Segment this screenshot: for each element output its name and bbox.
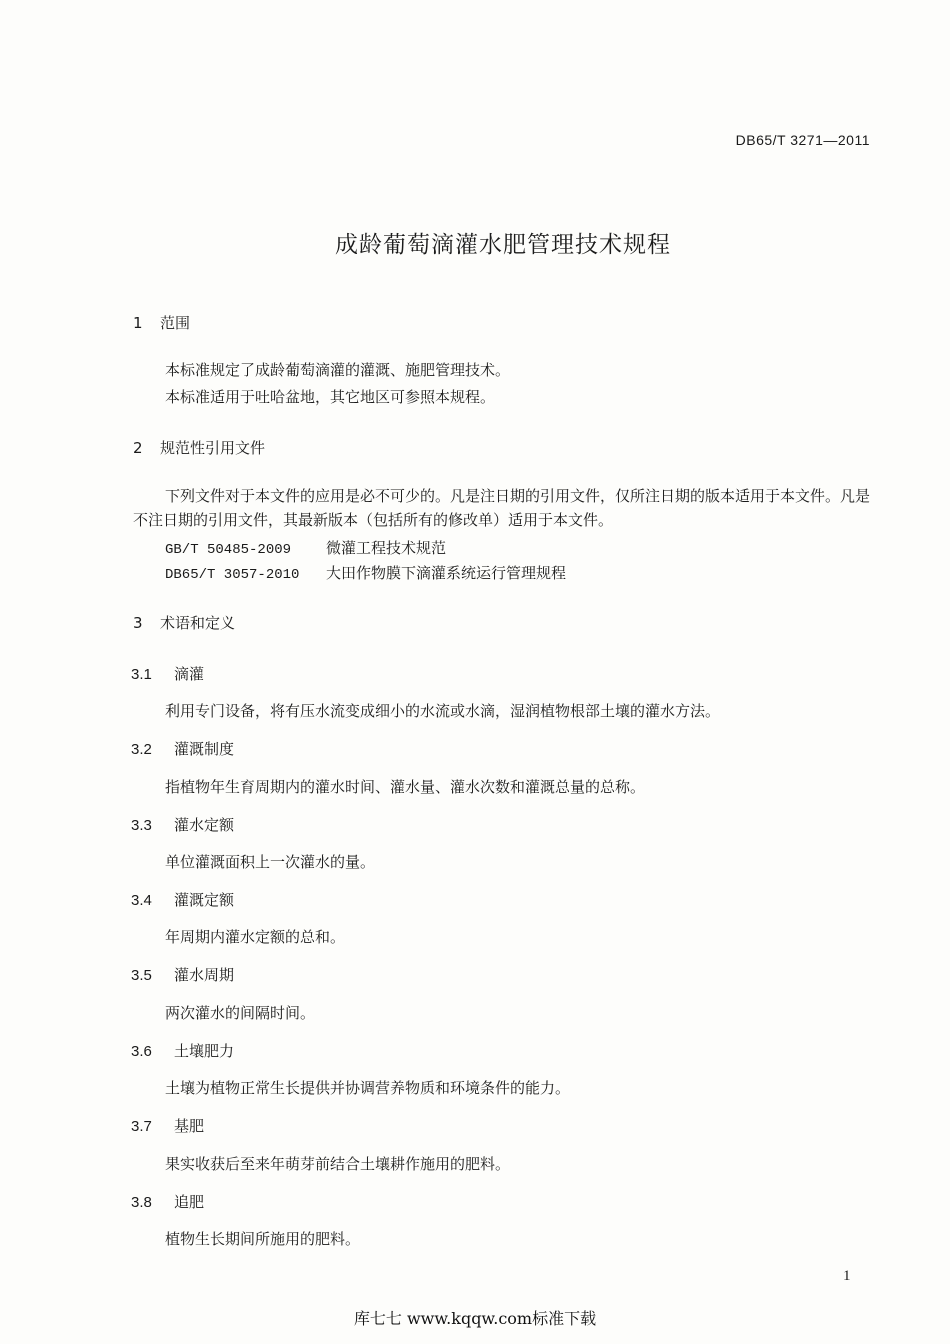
term-number: 3.5	[131, 967, 152, 984]
reference-name: 微灌工程技术规范	[326, 539, 447, 557]
term-number: 3.3	[131, 817, 152, 834]
page-number: 1	[843, 1268, 851, 1284]
document-title: 成龄葡萄滴灌水肥管理技术规程	[335, 232, 671, 258]
term-definition: 果实收获后至来年萌芽前结合土壤耕作施用的肥料。	[165, 1155, 511, 1173]
term-heading	[131, 1040, 234, 1061]
section-number: 2	[133, 439, 143, 457]
term-number: 3.4	[131, 892, 152, 909]
term-definition: 植物生长期间所施用的肥料。	[165, 1230, 361, 1248]
section-1-para-1: 本标准规定了成龄葡萄滴灌的灌溉、施肥管理技术。	[165, 361, 511, 379]
term-definition: 年周期内灌水定额的总和。	[165, 928, 346, 946]
term-name: 基肥	[174, 1117, 205, 1135]
section-title: 范围	[160, 314, 191, 332]
term-heading	[131, 1115, 204, 1136]
term-definition: 土壤为植物正常生长提供并协调营养物质和环境条件的能力。	[165, 1079, 571, 1097]
term-name: 灌水定额	[174, 816, 235, 834]
term-number: 3.1	[131, 666, 152, 683]
term-heading	[131, 889, 234, 910]
term-heading	[131, 964, 234, 985]
section-title: 术语和定义	[160, 614, 236, 632]
term-heading	[131, 1191, 204, 1212]
reference-name: 大田作物膜下滴灌系统运行管理规程	[326, 564, 567, 582]
section-number: 1	[133, 314, 143, 332]
term-number: 3.8	[131, 1194, 152, 1211]
term-definition: 利用专门设备，将有压水流变成细小的水流或水滴，湿润植物根部土壤的灌水方法。	[165, 702, 721, 720]
section-2-heading	[133, 437, 265, 458]
reference-row	[165, 537, 446, 558]
term-number: 3.6	[131, 1043, 152, 1060]
reference-code: GB/T 50485-2009	[165, 542, 292, 558]
section-3-heading	[133, 612, 235, 633]
term-definition: 两次灌水的间隔时间。	[165, 1004, 316, 1022]
term-name: 灌溉制度	[174, 740, 235, 758]
term-heading	[131, 814, 234, 835]
reference-row	[165, 562, 566, 583]
term-heading	[131, 738, 234, 759]
section-1-heading	[133, 312, 190, 333]
watermark[interactable]: 库七七 www.kqqw.com标准下载	[353, 1309, 597, 1328]
term-name: 灌溉定额	[174, 891, 235, 909]
section-title: 规范性引用文件	[160, 439, 266, 457]
term-name: 灌水周期	[174, 966, 235, 984]
term-name: 土壤肥力	[174, 1042, 235, 1060]
term-definition: 指植物年生育周期内的灌水时间、灌水量、灌水次数和灌溉总量的总称。	[165, 778, 646, 796]
reference-code: DB65/T 3057-2010	[165, 567, 300, 583]
section-2-intro: 下列文件对于本文件的应用是必不可少的。凡是注日期的引用文件，仅所注日期的版本适用于本文件。凡是不注日期的引用文件，其最新版本（包括所有的修改单）适用于本文件。	[133, 487, 871, 529]
document-code: DB65/T 3271—2011	[735, 132, 870, 148]
term-heading	[131, 663, 204, 684]
term-name: 滴灌	[174, 665, 205, 683]
term-name: 追肥	[174, 1193, 205, 1211]
term-definition: 单位灌溉面积上一次灌水的量。	[165, 853, 376, 871]
term-number: 3.2	[131, 741, 152, 758]
section-1-para-2: 本标准适用于吐哈盆地，其它地区可参照本规程。	[165, 388, 496, 406]
term-number: 3.7	[131, 1118, 152, 1135]
section-number: 3	[133, 614, 143, 632]
